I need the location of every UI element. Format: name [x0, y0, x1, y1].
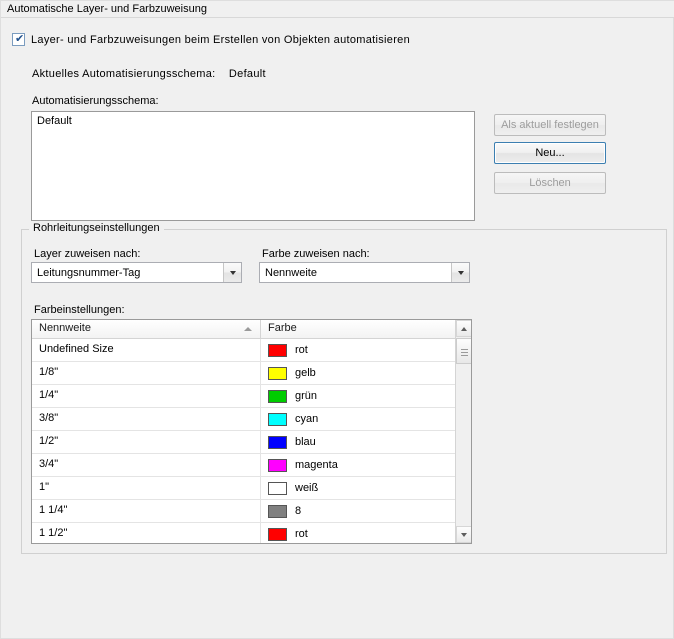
- cell-size: 1 1/4": [32, 500, 261, 522]
- color-swatch: [268, 413, 287, 426]
- cell-color: [261, 408, 457, 430]
- new-button[interactable]: Neu...: [494, 142, 606, 164]
- cell-color: [261, 454, 457, 476]
- color-name: blau: [295, 436, 316, 448]
- delete-button[interactable]: Löschen: [494, 172, 606, 194]
- table-header-row: [32, 320, 471, 339]
- color-by-value: Nennweite: [265, 266, 317, 279]
- pipe-settings-group-title: Rohrleitungseinstellungen: [29, 222, 164, 234]
- sort-ascending-icon: [244, 327, 252, 331]
- check-icon: ✔: [15, 33, 25, 45]
- color-name: rot: [295, 528, 308, 540]
- cell-color: [261, 431, 457, 453]
- table-row[interactable]: [32, 454, 457, 477]
- cell-size: 1/8": [32, 362, 261, 384]
- table-row[interactable]: [32, 339, 457, 362]
- set-as-current-button[interactable]: Als aktuell festlegen: [494, 114, 606, 136]
- cell-size: 1/4": [32, 385, 261, 407]
- scrollbar-thumb[interactable]: [456, 338, 472, 364]
- scroll-down-button[interactable]: [456, 526, 472, 543]
- color-name: grün: [295, 390, 318, 402]
- color-by-dropdown[interactable]: [259, 262, 470, 283]
- cell-color: [261, 362, 457, 384]
- layer-by-label: Layer zuweisen nach:: [34, 248, 141, 260]
- color-name: magenta: [295, 459, 338, 471]
- scheme-listbox[interactable]: [31, 111, 475, 221]
- table-row[interactable]: [32, 523, 457, 544]
- cell-color: [261, 385, 457, 407]
- color-swatch: [268, 459, 287, 472]
- cell-size: 1 1/2": [32, 523, 261, 544]
- table-row[interactable]: [32, 408, 457, 431]
- column-header-size-label: Nennweite: [39, 322, 91, 334]
- cell-size: 3/4": [32, 454, 261, 476]
- table-body: [32, 339, 457, 544]
- layer-by-value: Leitungsnummer-Tag: [37, 266, 141, 279]
- cell-color: [261, 523, 457, 544]
- column-header-color[interactable]: [261, 320, 457, 338]
- current-scheme-line: [32, 68, 266, 80]
- current-scheme-value: Default: [228, 68, 266, 80]
- color-by-label: Farbe zuweisen nach:: [262, 248, 370, 260]
- cell-color: [261, 500, 457, 522]
- color-settings-label: Farbeinstellungen:: [34, 304, 125, 316]
- table-scrollbar[interactable]: [455, 320, 471, 543]
- table-row[interactable]: [32, 477, 457, 500]
- color-settings-table[interactable]: [31, 319, 472, 544]
- column-header-color-label: Farbe: [268, 322, 297, 334]
- cell-size: Undefined Size: [32, 339, 261, 361]
- color-name: gelb: [295, 367, 316, 379]
- chevron-down-icon[interactable]: [223, 263, 241, 282]
- list-item[interactable]: Default: [37, 115, 72, 127]
- automate-assignments-label: Layer- und Farbzuweisungen beim Erstellen von Objekten automatisieren: [31, 33, 411, 46]
- color-name: 8: [295, 505, 302, 517]
- dialog-title-bar: [1, 1, 674, 18]
- color-name: cyan: [295, 413, 319, 425]
- dialog-title: Automatische Layer- und Farbzuweisung: [7, 3, 207, 15]
- table-row[interactable]: [32, 500, 457, 523]
- current-scheme-label: Aktuelles Automatisierungsschema:: [32, 68, 216, 80]
- automate-assignments-checkbox[interactable]: [12, 33, 410, 46]
- color-swatch: [268, 482, 287, 495]
- table-row[interactable]: [32, 431, 457, 454]
- color-swatch: [268, 528, 287, 541]
- cell-color: [261, 477, 457, 499]
- table-row[interactable]: [32, 362, 457, 385]
- column-header-size[interactable]: [32, 320, 261, 338]
- layer-by-dropdown[interactable]: [31, 262, 242, 283]
- color-name: rot: [295, 344, 308, 356]
- color-swatch: [268, 436, 287, 449]
- chevron-down-icon[interactable]: [451, 263, 469, 282]
- scroll-up-button[interactable]: [456, 320, 472, 337]
- color-swatch: [268, 344, 287, 357]
- cell-size: 1/2": [32, 431, 261, 453]
- color-name: weiß: [295, 482, 319, 494]
- cell-size: 3/8": [32, 408, 261, 430]
- cell-color: [261, 339, 457, 361]
- color-swatch: [268, 505, 287, 518]
- color-swatch: [268, 367, 287, 380]
- checkbox-box[interactable]: [12, 33, 25, 46]
- table-row[interactable]: [32, 385, 457, 408]
- color-swatch: [268, 390, 287, 403]
- scheme-list-label: Automatisierungsschema:: [32, 95, 159, 107]
- cell-size: 1": [32, 477, 261, 499]
